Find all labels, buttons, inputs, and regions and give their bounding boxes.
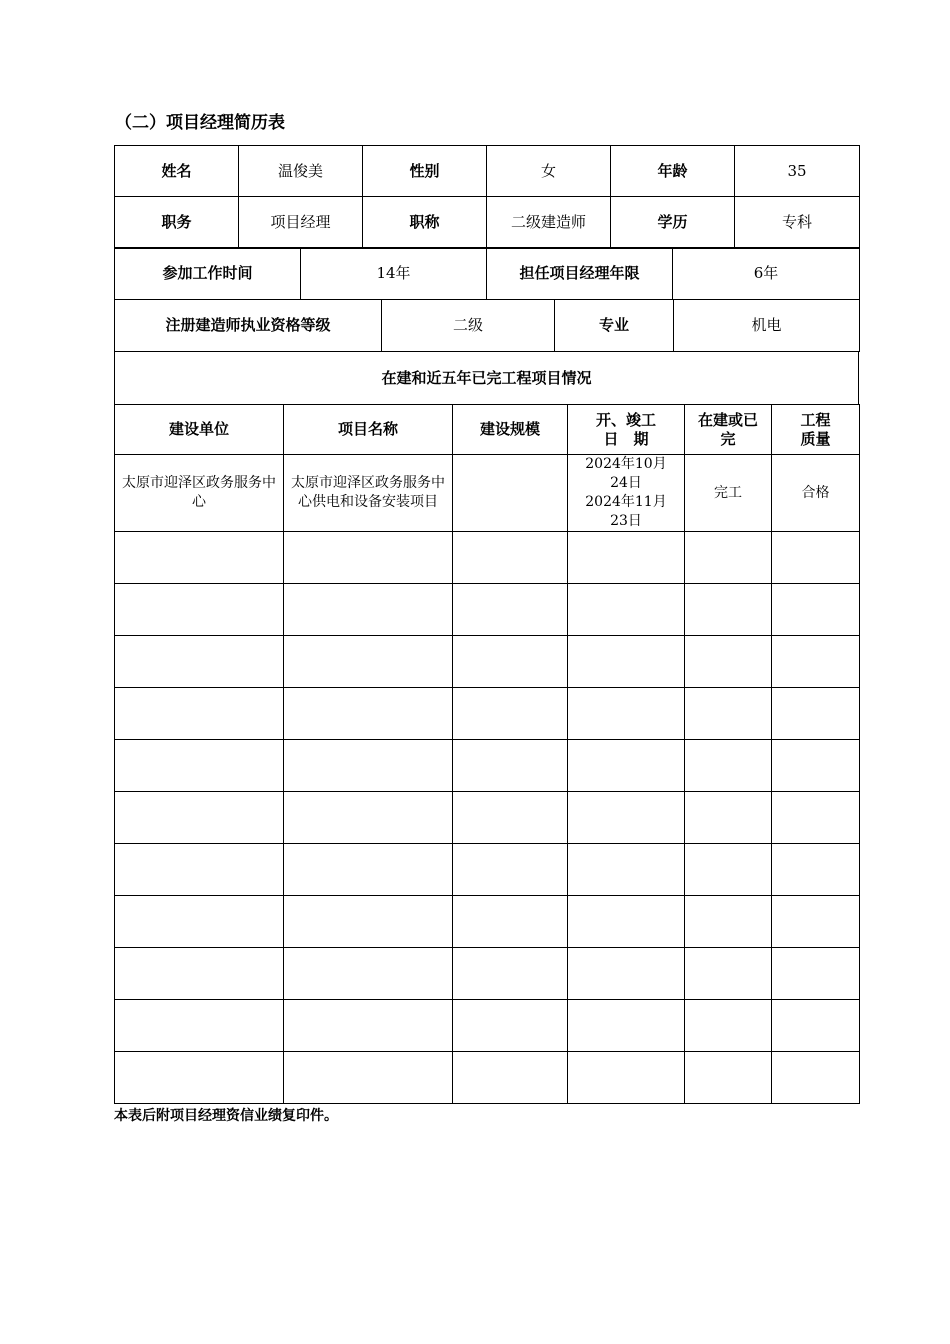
table-row (115, 1000, 860, 1052)
titlerank-label: 职称 (363, 197, 487, 249)
age-value: 35 (735, 146, 860, 197)
cert-info-table (114, 299, 860, 352)
position-value: 项目经理 (239, 197, 363, 249)
work-start-value: 14年 (301, 248, 487, 300)
header-dates-line1: 开、竣工 (595, 410, 656, 429)
basic-info-table (114, 145, 860, 249)
header-quality-line1: 工程 (800, 410, 831, 429)
table-row (115, 455, 860, 532)
project-start-line1: 2024年10月 (585, 456, 667, 472)
pm-years-label: 担任项目经理年限 (487, 248, 673, 300)
project-name: 太原市迎泽区政务服务中心供电和设备安装项目 (284, 455, 453, 532)
project-status: 完工 (685, 455, 772, 532)
header-quality-line2: 质量 (800, 429, 831, 448)
education-label: 学历 (611, 197, 735, 249)
project-unit: 太原市迎泽区政务服务中心 (115, 455, 284, 532)
table-row (115, 948, 860, 1000)
table-row (115, 636, 860, 688)
header-dates (568, 405, 685, 455)
header-dates-line2: 日 期 (603, 429, 649, 448)
work-info-table (114, 247, 860, 300)
titlerank-value: 二级建造师 (487, 197, 611, 249)
header-status-line1: 在建或已 (697, 410, 758, 429)
age-label: 年龄 (611, 146, 735, 197)
header-status (685, 405, 772, 455)
projects-section-title: 在建和近五年已完工程项目情况 (115, 352, 859, 405)
table-row (115, 844, 860, 896)
projects-section-table (114, 351, 859, 405)
position-label: 职务 (115, 197, 239, 249)
table-row (115, 896, 860, 948)
table-row (115, 688, 860, 740)
education-value: 专科 (735, 197, 860, 249)
table-row (115, 740, 860, 792)
projects-table (114, 404, 860, 1104)
cert-level-label: 注册建造师执业资格等级 (115, 300, 382, 352)
name-value: 温俊美 (239, 146, 363, 197)
header-unit: 建设单位 (115, 405, 284, 455)
project-scale (453, 455, 568, 532)
header-status-line2: 完 (720, 429, 736, 448)
major-label: 专业 (555, 300, 674, 352)
project-end-line2: 23日 (610, 513, 642, 529)
project-end-line1: 2024年11月 (585, 494, 667, 510)
name-label: 姓名 (115, 146, 239, 197)
major-value: 机电 (674, 300, 860, 352)
project-quality: 合格 (772, 455, 860, 532)
projects-header-row (115, 405, 860, 455)
gender-value: 女 (487, 146, 611, 197)
table-row (115, 1052, 860, 1104)
pm-years-value: 6年 (673, 248, 860, 300)
header-name: 项目名称 (284, 405, 453, 455)
table-row (115, 584, 860, 636)
table-row (115, 532, 860, 584)
footnote: 本表后附项目经理资信业绩复印件。 (114, 1108, 338, 1124)
page-title: （二）项目经理简历表 (115, 113, 285, 133)
gender-label: 性别 (363, 146, 487, 197)
header-quality (772, 405, 860, 455)
header-scale: 建设规模 (453, 405, 568, 455)
project-dates (568, 455, 685, 532)
cert-level-value: 二级 (382, 300, 555, 352)
table-row (115, 792, 860, 844)
project-start-line2: 24日 (610, 475, 642, 491)
work-start-label: 参加工作时间 (115, 248, 301, 300)
